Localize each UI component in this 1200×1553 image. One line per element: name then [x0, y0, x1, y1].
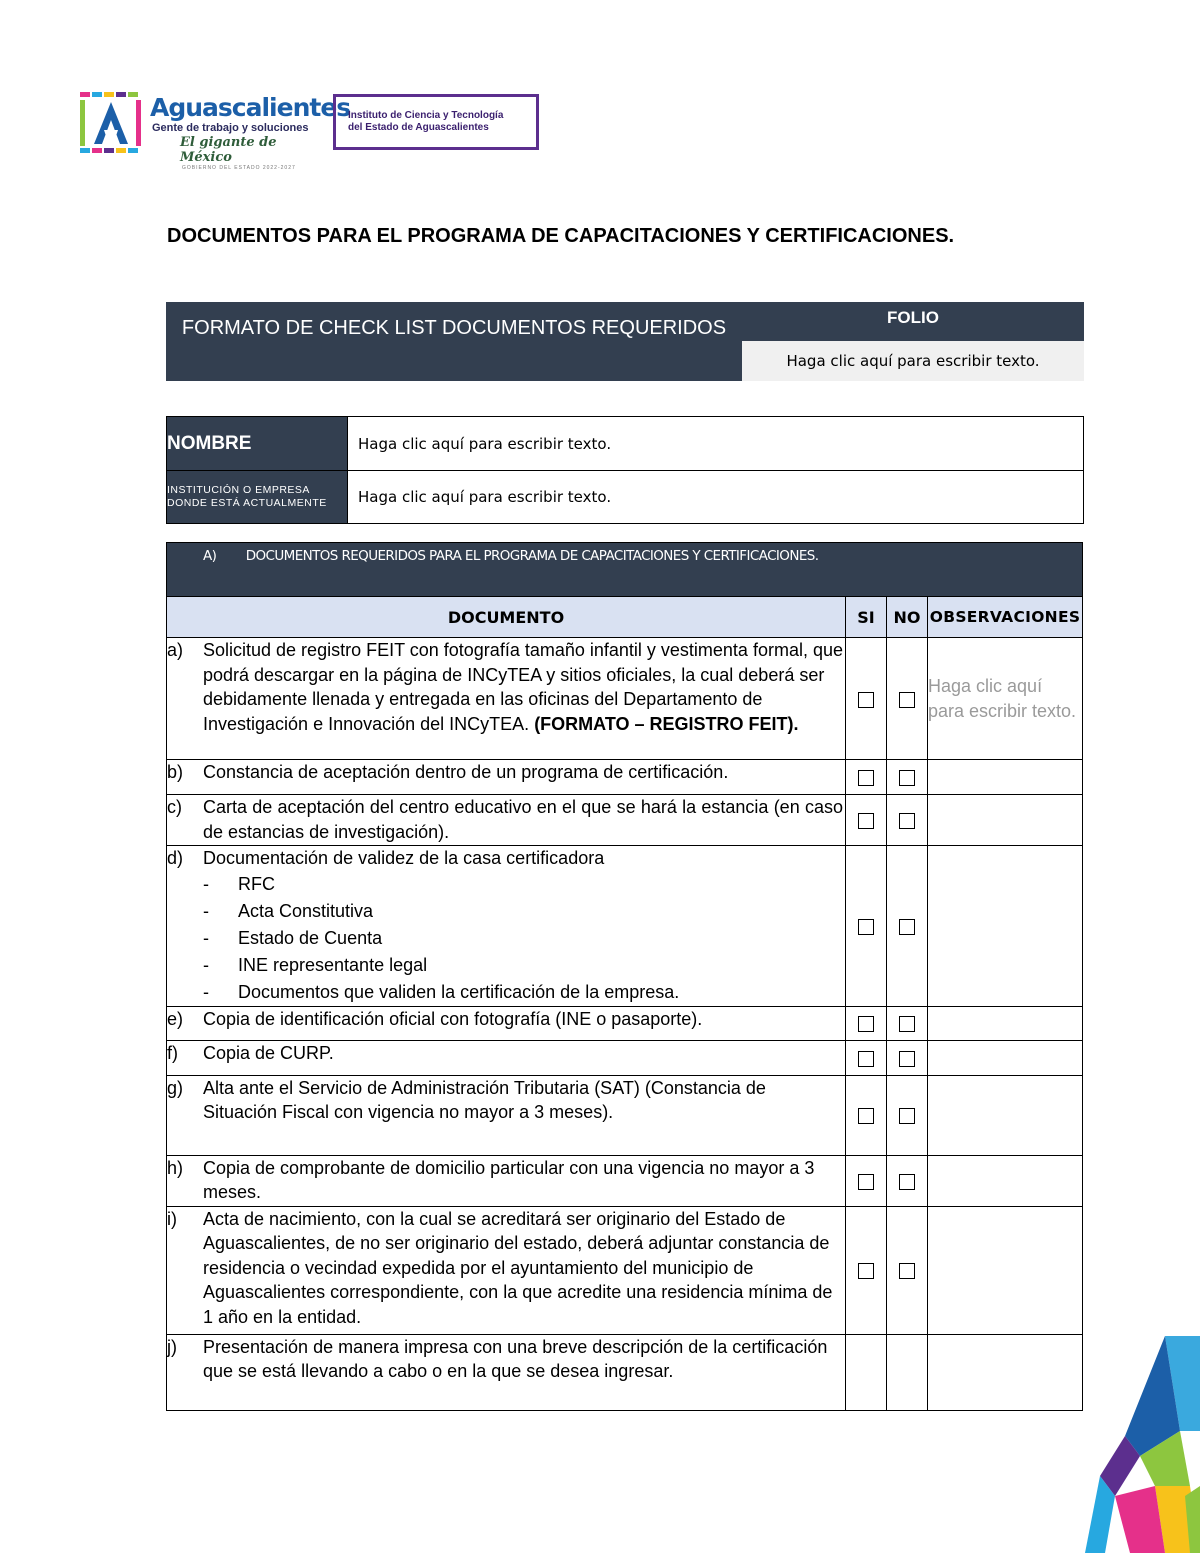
document-title: DOCUMENTOS PARA EL PROGRAMA DE CAPACITACIONES Y CERTIFICACIONES.	[167, 225, 955, 247]
institute-logo	[333, 94, 539, 150]
table-row	[167, 795, 1083, 846]
observaciones-cell[interactable]	[928, 1206, 1083, 1334]
si-checkbox[interactable]	[858, 770, 874, 786]
item-text: Copia de comprobante de domicilio particular con una vigencia no mayor a 3 meses.	[203, 1157, 815, 1202]
institucion-input[interactable]: Haga clic aquí para escribir texto.	[348, 471, 1084, 524]
section-letter: A)	[203, 548, 217, 564]
item-letter: g)	[167, 1077, 184, 1098]
table-row	[167, 1075, 1083, 1155]
item-letter: i)	[167, 1208, 177, 1229]
no-checkbox[interactable]	[899, 1016, 915, 1032]
observaciones-cell[interactable]	[928, 795, 1083, 846]
observaciones-cell[interactable]	[928, 760, 1083, 795]
item-text: Acta de nacimiento, con la cual se acreditará ser originario del Estado de Aguascalientes, de no ser originario del estado, deberá adjuntar constancia de residencia o vecindad expedida por el ayuntamiento del municipio de Aguascalientes correspondiente, con la que acredite una residencia mínima de 1 año en la entidad.	[203, 1208, 833, 1327]
subitem-dash: -	[203, 900, 209, 921]
brand-logo	[150, 93, 351, 171]
item-text: Solicitud de registro FEIT con fotografía tamaño infantil y vestimenta formal, que podrá descargar en la página de INCyTEA y sitios oficiales, la cual deberá ser debidamente llenada y entregada en las oficinas del Departamento de Investigación e Innovación del INCyTEA.	[203, 640, 843, 734]
section-heading-text: DOCUMENTOS REQUERIDOS PARA EL PROGRAMA DE CAPACITACIONES Y CERTIFICACIONES.	[245, 548, 819, 564]
subitem: RFC	[238, 873, 275, 894]
item-letter: f)	[167, 1042, 178, 1063]
si-checkbox[interactable]	[858, 919, 874, 935]
aguascalientes-emblem-icon	[80, 92, 142, 154]
no-checkbox[interactable]	[899, 919, 915, 935]
brand-name: Aguascalientes	[150, 93, 351, 122]
item-text: Carta de aceptación del centro educativo en el que se hará la estancia (en caso de estancias de investigación).	[203, 797, 843, 842]
subitem: Estado de Cuenta	[238, 927, 383, 948]
no-checkbox[interactable]	[899, 1051, 915, 1067]
no-cell	[887, 1334, 928, 1410]
applicant-table	[166, 416, 1084, 524]
no-checkbox[interactable]	[899, 1263, 915, 1279]
no-checkbox[interactable]	[899, 1108, 915, 1124]
observaciones-cell[interactable]	[928, 1040, 1083, 1075]
table-row	[167, 846, 1083, 1007]
item-format-note: (FORMATO – REGISTRO FEIT).	[534, 713, 799, 734]
si-checkbox[interactable]	[858, 1108, 874, 1124]
brand-tagline: Gente de trabajo y soluciones	[152, 122, 309, 134]
table-row	[167, 760, 1083, 795]
si-checkbox[interactable]	[858, 1051, 874, 1067]
institute-line1: Instituto de Ciencia y Tecnología	[348, 110, 504, 121]
table-row	[167, 1334, 1083, 1410]
si-checkbox[interactable]	[858, 1016, 874, 1032]
si-checkbox[interactable]	[858, 692, 874, 708]
si-cell	[846, 1334, 887, 1410]
no-checkbox[interactable]	[899, 813, 915, 829]
nombre-label: NOMBRE	[167, 417, 348, 471]
col-documento: DOCUMENTO	[167, 597, 846, 638]
subitem: Documentos que validen la certificación de la empresa.	[238, 981, 680, 1002]
table-row	[167, 1006, 1083, 1040]
item-letter: e)	[167, 1008, 184, 1029]
item-letter: b)	[167, 762, 184, 782]
table-row	[167, 1040, 1083, 1075]
item-text: Copia de identificación oficial con fotografía (INE o pasaporte).	[203, 1008, 703, 1029]
subitem-dash: -	[203, 954, 209, 975]
observaciones-cell[interactable]	[928, 1155, 1083, 1206]
no-checkbox[interactable]	[899, 692, 915, 708]
corner-a-logo-icon	[1085, 1336, 1200, 1553]
col-si: SI	[846, 597, 887, 638]
item-letter: j)	[167, 1336, 177, 1357]
col-observaciones: OBSERVACIONES	[928, 597, 1083, 638]
item-text: Documentación de validez de la casa certificadora	[203, 848, 605, 868]
subitem-dash: -	[203, 981, 209, 1002]
section-heading	[167, 543, 1083, 597]
si-checkbox[interactable]	[858, 1174, 874, 1190]
item-text: Copia de CURP.	[203, 1042, 334, 1063]
folio-input[interactable]: Haga clic aquí para escribir texto.	[742, 341, 1084, 381]
checklist-table	[166, 542, 1083, 1411]
no-checkbox[interactable]	[899, 1174, 915, 1190]
observaciones-input[interactable]: Haga clic aquí para escribir texto.	[928, 676, 1077, 721]
formato-title: FORMATO DE CHECK LIST DOCUMENTOS REQUERIDOS	[181, 317, 727, 339]
si-checkbox[interactable]	[858, 1263, 874, 1279]
observaciones-cell[interactable]	[928, 1075, 1083, 1155]
institute-line2: del Estado de Aguascalientes	[348, 122, 489, 133]
item-text: Presentación de manera impresa con una breve descripción de la certificación que se está llevando a cabo o en la que se desea ingresar.	[203, 1336, 828, 1381]
observaciones-cell[interactable]	[928, 846, 1083, 1007]
table-row	[167, 1206, 1083, 1334]
observaciones-cell[interactable]	[928, 1334, 1083, 1410]
item-letter: h)	[167, 1157, 184, 1178]
si-checkbox[interactable]	[858, 813, 874, 829]
table-row	[167, 638, 1083, 760]
brand-slogan: El gigante de México	[180, 135, 277, 165]
formato-header	[166, 302, 1084, 381]
nombre-input[interactable]: Haga clic aquí para escribir texto.	[348, 417, 1084, 471]
subitem: INE representante legal	[238, 954, 428, 975]
item-text: Alta ante el Servicio de Administración Tributaria (SAT) (Constancia de Situación Fiscal con vigencia no mayor a 3 meses).	[203, 1077, 766, 1122]
col-no: NO	[887, 597, 928, 638]
item-letter: d)	[167, 848, 184, 868]
no-checkbox[interactable]	[899, 770, 915, 786]
folio-label: FOLIO	[887, 308, 939, 327]
observaciones-cell[interactable]	[928, 1006, 1083, 1040]
item-text: Constancia de aceptación dentro de un programa de certificación.	[203, 762, 729, 782]
table-row	[167, 1155, 1083, 1206]
item-letter: a)	[167, 640, 184, 660]
institucion-label: INSTITUCIÓN O EMPRESA DONDE ESTÁ ACTUALMENTE	[167, 471, 348, 524]
subitem-dash: -	[203, 873, 209, 894]
brand-period: GOBIERNO DEL ESTADO 2022-2027	[182, 165, 296, 171]
subitem: Acta Constitutiva	[238, 900, 374, 921]
item-letter: c)	[167, 797, 182, 817]
subitem-dash: -	[203, 927, 209, 948]
